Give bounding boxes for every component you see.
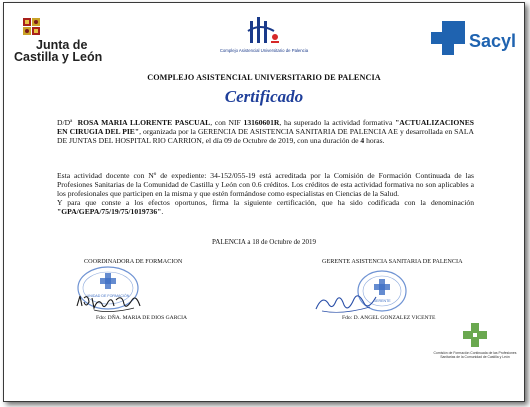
nif-value: 13160601R xyxy=(243,118,280,127)
certificate-title: Certificado xyxy=(224,87,304,106)
hours-value: 4 xyxy=(360,136,365,146)
sacyl-cross-icon xyxy=(429,19,467,57)
right-signer-name: Fdo: D. ANGEL GONZALEZ VICENTE xyxy=(342,315,436,321)
formation-commission-icon xyxy=(461,321,489,349)
accreditation-paragraph xyxy=(57,171,474,216)
formation-commission-caption: Comisión de Formación Continuada de las Profesiones Sanitarias de la Comunidad de Castilla y León xyxy=(433,351,517,360)
para1-text-b: , organizada por la GERENCIA DE ASISTENCIA SANITARIA DE PALENCIA AE y desarrollada en SALA DE JUNTAS DEL HOSPITAL RIO CARRION, el día 09 de Octubre de 2019, con una duración de xyxy=(57,127,474,146)
person-name: ROSA MARIA LLORENTE PASCUAL xyxy=(77,118,211,127)
complejo-emblem-icon xyxy=(244,15,284,47)
complejo-asistencial-logo xyxy=(209,15,319,60)
right-handwritten-signature xyxy=(312,285,382,317)
left-handwritten-signature xyxy=(74,288,144,316)
salutation: D/Dª xyxy=(57,118,73,127)
nif-intro: , con NIF xyxy=(210,118,241,127)
code-end: . xyxy=(161,207,164,217)
attendance-paragraph xyxy=(57,118,474,145)
sacyl-logo xyxy=(427,17,525,62)
certificate-page xyxy=(3,2,525,402)
activity-name: "ACTUALIZACIONES EN CIRUGIA DEL PIE" xyxy=(57,118,474,137)
right-signer-role: GERENTE ASISTENCIA SANITARIA DE PALENCIA xyxy=(322,258,463,265)
sacyl-wordmark: Sacyl xyxy=(469,31,517,51)
left-signer-role: COORDINADORA DE FORMACION xyxy=(84,258,183,265)
certification-text: Y para que conste a los efectos oportunos, firma la siguiente certificación, que ha sido codificada con la denominación xyxy=(57,198,474,208)
left-stamp-text: UNIDAD DE FORMACIÓN xyxy=(86,294,130,298)
institution-heading: COMPLEJO ASISTENCIAL UNIVERSITARIO DE PALENCIA xyxy=(147,73,381,82)
formation-commission-logo xyxy=(429,321,521,376)
left-signer-name: Fdo: DÑA. MARIA DE DIOS GARCIA xyxy=(96,315,188,321)
jcyl-name-line2: Castilla y León xyxy=(14,50,103,64)
accreditation-text: Esta actividad docente con Nº de expediente: 34-152/055-19 está acreditada por la Comisión de Formación Continuada de las Profesiones Sanitarias de la Comunidad de Castilla y León con 0.6 créditos. Los créditos de esta actividad formativa no son aplicables a los profesionales que participen en la misma y que estén formándose como especialistas en Ciencias de la Salud. xyxy=(57,171,474,199)
jcyl-name-line1: Junta de xyxy=(36,38,88,52)
right-stamp-text: GERENTE xyxy=(373,299,391,303)
para1-text-a: , ha superado la actividad formativa xyxy=(279,118,393,127)
junta-castilla-leon-logo xyxy=(14,15,114,65)
certificate-code: "GPA/GEPA/75/19/75/1019736" xyxy=(57,207,162,217)
jcyl-shield-icon xyxy=(22,17,60,37)
complejo-caption: Complejo Asistencial Universitario de Palencia xyxy=(219,48,309,53)
para1-text-c: horas. xyxy=(366,136,385,146)
place-date: PALENCIA a 18 de Octubre de 2019 xyxy=(212,238,316,246)
